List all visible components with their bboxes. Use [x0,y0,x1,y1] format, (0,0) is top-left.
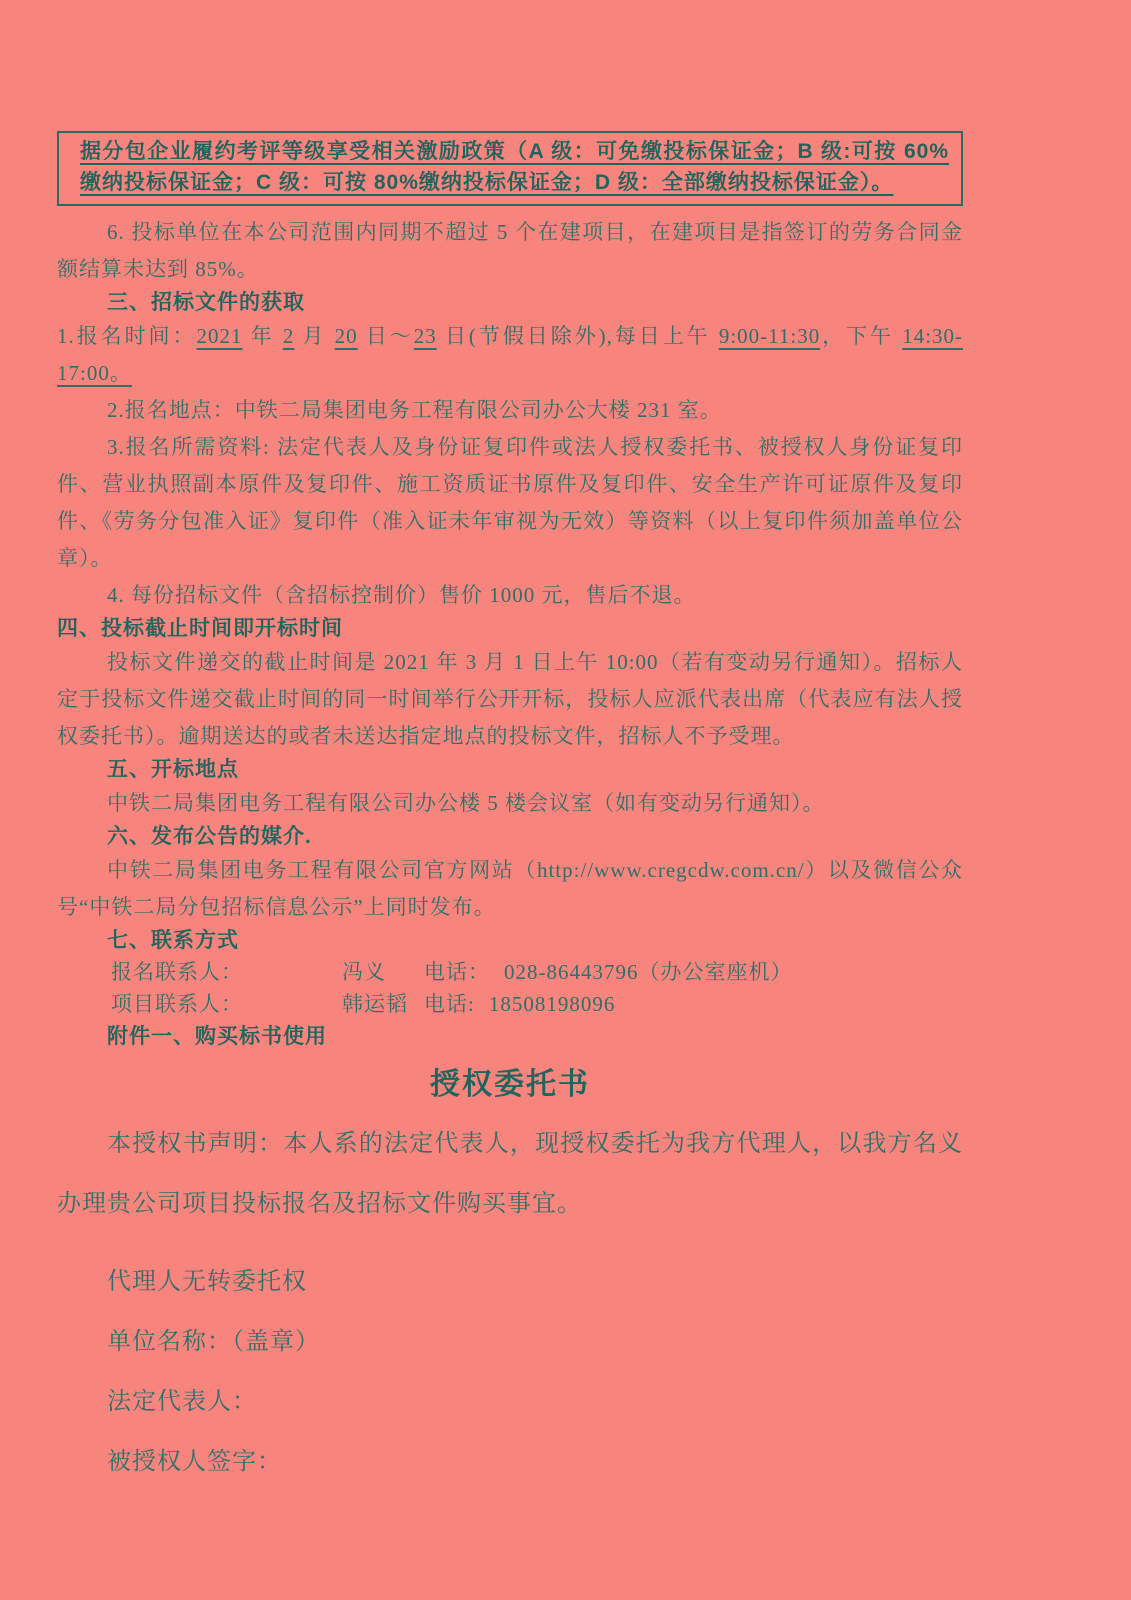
paragraph-bid-deadline: 投标文件递交的截止时间是 2021 年 3 月 1 日上午 10:00（若有变动另行通知）。招标人定于投标文件递交截止时间的同一时间举行公开开标，投标人应派代表出席（代表应有法人授权委托书）。逾期送达的或者未送达指定地点的投标文件，招标人不予受理。 [57,650,963,748]
reg-time-day-start: 20 [334,324,358,348]
heading-section-5: 五、开标地点 [107,758,239,781]
heading-section-7: 七、联系方式 [107,929,239,952]
paragraph-registration-materials: 3.报名所需资料: 法定代表人及身份证复印件或法人授权委托书、被授权人身份证复印件、营业执照副本原件及复印件、施工资质证书原件及复印件、安全生产许可证原件及复印件、《劳务分包准入证》复印件（准入证未年审视为无效）等资料（以上复印件须加盖单位公章）。 [57,435,963,570]
paragraph-item-6: 6. 投标单位在本公司范围内同期不超过 5 个在建项目，在建项目是指签订的劳务合同金额结算未达到 85%。 [57,220,963,281]
paragraph-announcement-media: 中铁二局集团电务工程有限公司官方网站（http://www.cregcdw.com.cn/）以及微信公众号“中铁二局分包招标信息公示”上同时发布。 [57,858,963,919]
paragraph-registration-time [57,318,963,392]
reg-time-seg: 日～ [357,324,414,348]
contact-row-registration [57,956,963,988]
heading-attachment-1: 附件一、购买标书使用 [107,1025,327,1048]
reg-time-morning-hours: 9:00-11:30 [718,324,821,348]
phone-label: 电话： [424,960,490,984]
heading-section-6: 六、发布公告的媒介. [107,825,312,848]
line-agent-no-subdelegation: 代理人无转委托权 [107,1269,307,1295]
heading-section-4: 四、投标截止时间即开标时间 [57,617,343,640]
line-legal-representative: 法定代表人： [107,1389,257,1415]
authorization-letter-title: 授权委托书 [430,1068,590,1101]
incentive-policy-box [57,131,963,206]
contact-phone-number: 18508198096 [488,992,616,1016]
contact-row-project [57,988,963,1020]
contact-phone-number: 028-86443796（办公室座机） [504,960,793,984]
paragraph-registration-place: 2.报名地点：中铁二局集团电务工程有限公司办公大楼 231 室。 [107,398,722,422]
paragraph-bid-opening-place: 中铁二局集团电务工程有限公司办公楼 5 楼会议室（如有变动另行通知）。 [107,791,825,815]
authorization-declaration: 本授权书声明：本人系的法定代表人，现授权委托为我方代理人，以我方名义办理贵公司项目投标报名及招标文件购买事宜。 [57,1131,963,1217]
paragraph-document-price: 4. 每份招标文件（含招标控制价）售价 1000 元，售后不退。 [107,583,696,607]
reg-time-month: 2 [282,324,295,348]
contact-label: 报名联系人： [111,960,243,984]
contact-name: 韩运韬 [342,992,408,1016]
reg-time-year: 2021 [196,324,243,348]
reg-time-seg: ，下午 [820,324,903,348]
contact-name: 冯义 [342,960,386,984]
reg-time-seg: 年 [242,324,283,348]
incentive-policy-text: 据分包企业履约考评等级享受相关激励政策（A 级：可免缴投标保证金；B 级:可按 60%缴纳投标保证金；C 级：可按 80%缴纳投标保证金；D 级：全部缴纳投标保证金）。 [80,140,949,194]
reg-time-seg: 月 [294,324,335,348]
reg-time-afternoon-hours: 14:30-17:00。 [57,324,964,385]
contact-label: 项目联系人： [111,992,243,1016]
reg-time-seg: 日(节假日除外),每日上午 [436,324,719,348]
heading-section-3: 三、招标文件的获取 [107,291,305,314]
line-authorized-signature: 被授权人签字： [107,1449,282,1475]
reg-time-seg: 1.报名时间： [57,324,197,348]
line-company-name-seal: 单位名称：（盖章） [107,1329,320,1355]
phone-label: 电话: [424,992,475,1016]
reg-time-day-end: 23 [413,324,437,348]
